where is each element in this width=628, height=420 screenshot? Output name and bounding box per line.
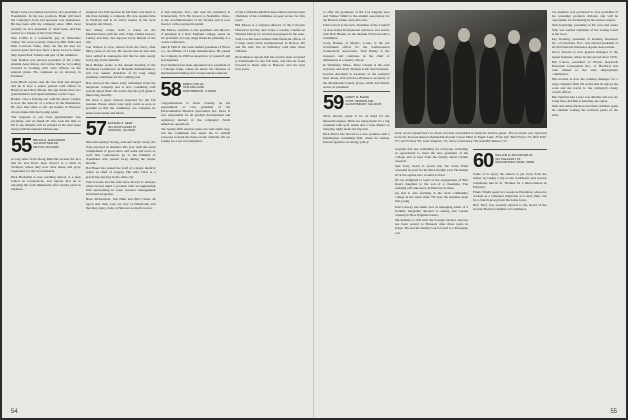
- class-year-number: 60: [473, 150, 494, 173]
- paragraph: Ray Keating, president of Keating Insurance Inc., of Charlotte, N.C., was elected president of the Professional Insurance Agents Association.: [551, 36, 618, 50]
- paragraph: Welcome spring! Strong, able and rarely weary, the class reported in numbers this year with the usual complement of good news and some sad news as well. Our condolences go to the families of classmates who passed away during the winter months.: [85, 140, 156, 166]
- divider: [86, 117, 156, 118]
- paragraph: at San Antonio, Tex., and took his residency at Schenectady, N.Y. He moved to Nashville, Tenn., as the recommendation of his faculty and is now director of the regional hospital.: [160, 10, 231, 27]
- paragraph: of the California Medical Association and has been chairman of the committee on peer review for five years.: [235, 10, 305, 23]
- paragraph: We have a great turnout expected for the fall reunion. Please return your reply cards as soon as possible so that the committee can complete its plans for housing and meals.: [85, 98, 156, 115]
- secretary-street: 331 PLEASANT ST.: [495, 156, 521, 161]
- right-page: [314, 2, 626, 418]
- secretary-name: BRUCE R. ALEXANDER: [33, 137, 66, 142]
- photo-caption: Some of the topnarchers in Texas recently assembled to stalk the elusive game. The occasion was reported to be the Second Annual Dallas/Dartmouth Goose Hunt to Eagle Lake. From left: Bob Finley '57, Bob Fehr '57, Joe Friend '58, John Simpson '55, Steve Greenburg '58, and Bill Watson '57.: [394, 131, 547, 144]
- class-heading-57: [85, 118, 156, 141]
- paragraph: Ben Sanborn has a new son. Mother and son are doing fine, and Ben is handing out cigars.: [551, 94, 618, 104]
- paragraph: Congratulations to Dave Cassidy on his appointment as vice president of the Environmental Medical Specialties Inc. Dave is now responsible for all product development and regulatory matters in the company's North American operations.: [160, 100, 231, 126]
- class-heading-55: [11, 134, 81, 157]
- paragraph: ing and is also teaching at the local community college in his spare time. He says the students keep him young.: [394, 191, 468, 204]
- paragraph: to offer the graduates of the Los Angeles area and Walker Smith to the alumni association for the Boston, Idaho, and ohio area.: [323, 10, 390, 23]
- divider: [161, 77, 231, 78]
- secretary-city: SUFFOLK, VA 23434: [108, 128, 136, 133]
- class-year-number: 55: [11, 134, 32, 157]
- paragraph: Joel Wilson is now retired from the Navy after thirty years of service. He reports that he and Ann have settled in Annapolis and that he sails nearly every day in the summer.: [85, 45, 156, 62]
- paragraph: Bill Gordon is now the training manager for a large computer firm. He writes that he enjoys the work and the travel to the company's many branch offices.: [551, 77, 618, 94]
- class-secretary-address: [345, 94, 381, 107]
- class-secretary-address: [495, 152, 534, 165]
- left-column-2: [86, 10, 156, 404]
- paragraph: Jim Morse, assistant to the president and director of planning at a New England college, spoke on the problems of long range financial planning at a recent conference.: [160, 27, 231, 45]
- paragraph: Paul Conway has taken over as managing editor of a monthly magazine devoted to sailing and coastal cruising in New England waters.: [394, 204, 468, 217]
- paragraph: Tom Coe has been named chief financial officer of a large retail chain headquartered in Boston. He and his wife live in Wellesley with their three children.: [235, 36, 305, 54]
- left-column-3: [161, 10, 231, 404]
- paragraph: Wes Coffin is a wonderful guy in Waterville Valley. We were recently visited by Bill Toms and Pam Corcoran Toms. They ran the ski area for several years and now have a place in town where they spend their winters and part of the summers.: [11, 35, 81, 57]
- class-secretary-address: [33, 137, 65, 150]
- paragraph: Barker, once a fencing star with the junior varsity, is now the director of a school in the Berkshires. He says that visits to his old haunts in Hanover always make him feel young again.: [11, 97, 81, 114]
- secretary-name: ECKMAN C. KEEP: [108, 121, 133, 126]
- secretary-city: MILTON, MA 02186: [33, 144, 59, 149]
- paragraph: The response to our class questionnaire was excellent, and we thank all who took the time to fill it out. Results will be printed in the next issue along with the updated address list.: [11, 114, 81, 132]
- secretary-city: WINCHESTER, MASS. 01890: [495, 160, 535, 165]
- paragraph: Les Guerber was promoted to vice president of the consumer products division and will be responsible for marketing in the eastern region.: [551, 10, 618, 23]
- paragraph: Hank Crebs was named executive vice president of Fountainist. In his new position, Hank will head the company's food and personal care businesses. He has been with the company since 1966, most recently as vice president of retail sales, and has served as a trustee of the Class Fund.: [11, 10, 81, 35]
- group-photo: [395, 10, 547, 128]
- paragraph: We are delighted to learn of the engagement of Bob Ross's daughter to the son of a classmate. The wedding will take place in Hanover in June.: [394, 177, 468, 191]
- paragraph: Craig Haines, of Mystic, Conn., is the job recruitment officer for the Southwestern Connecticut association. Stan Bailey is the treasurer and continues as the chief of admissions at a nearby school.: [323, 41, 390, 62]
- paragraph: Bob Terry was recently elected to the board of the Greater Boston Chamber of Commerce.: [473, 203, 547, 212]
- paragraph: John P. Hall Jr. has been named president of Howe Co., an affiliate of a large manufacturer. He joined the company in 1963 as supervisor of research and development.: [160, 45, 231, 62]
- secretary-street: 341 WHITTIER RD.: [33, 141, 59, 146]
- magazine-spread: [2, 2, 626, 418]
- left-column-1: [11, 10, 81, 404]
- paragraph: Dick Kettering, president of his own real estate firm, was named chairman of the zoning board in his town.: [551, 23, 618, 36]
- paragraph: Bill Colton, president of Baxter Reynolds Personnel Consultants Inc., of Hartford, has been named to the state employment commission.: [551, 59, 618, 77]
- paragraph: Nel Sibley writes from a cruise on the Mediterranean with his wife. They visited Greece, Turkey and Italy and enjoyed every minute of the trip.: [85, 27, 156, 45]
- paragraph: Dick Hunter spoke at the annual meeting of the Northeast Conference on Hospital Administration, and was named chairman of its long range planning committee for the coming year.: [85, 62, 156, 80]
- paragraph: Gordon Abraham is treasurer of the northern New Jersey club and Al LaFrenze is secretary of the Monmouth County group, while Ted Parker serves as president.: [323, 72, 390, 89]
- class-year-number: 57: [85, 118, 106, 141]
- divider: [323, 91, 390, 92]
- secretary-name: HARRY R. BLAKE: [345, 95, 370, 100]
- paragraph: Rocco Powers is now general manager of the Aspen Institute, where he has served since 1976.: [551, 50, 618, 59]
- right-columns-below-photo: [395, 147, 547, 404]
- class-heading-59: [323, 92, 390, 115]
- right-column-3: [473, 147, 547, 404]
- secretary-city: NORTHBROOK, IL 60062: [182, 88, 217, 93]
- class-year-number: 59: [323, 92, 344, 115]
- class-year-number: 58: [160, 78, 181, 101]
- page-number: 55: [610, 409, 617, 415]
- paragraph: In Wellesley, Mass., Dave Chapin is the club secretary and Andy Thomas is the club treasurer.: [323, 62, 390, 72]
- paragraph: Tom Lacoste and his wife have moved to Arizona where he has taken a position with an engineering firm specializing in water resource management and desert irrigation.: [85, 179, 156, 197]
- secretary-street: 7843 ASH LANE: [182, 85, 205, 90]
- paragraph: Hal Bauer has joined the staff of a major medical center as chief of surgery. His wife Carol is a practicing attorney in the same city.: [85, 166, 156, 179]
- paragraph: Dick Beckwith is now teaching history at a prep school in Connecticut, and reports that he is enjoying the work immensely after twenty years in business.: [11, 174, 81, 192]
- page-number: 54: [11, 409, 18, 415]
- paragraph: And Jerry Grant is proud that the Class Fund exceeded its goal for the third straight year. He thanks all of the agents who worked so hard.: [394, 164, 468, 177]
- class-secretary-address: [183, 81, 216, 94]
- right-column-2: [395, 147, 469, 404]
- paragraph: Stan Vanbuck has been appointed vice president of a Chicago bank, where he heads the division of international lending and correspondent relations.: [160, 62, 231, 76]
- paragraph: Frank Vittelli spent two weeks in Honduras, where he worked as a volunteer physician at a rural clinic run by a church group from his home town.: [473, 189, 547, 203]
- paragraph: Our twenty-fifth reunion plans are well under way, and the committee has asked me to remind everyone to mark the dates on the calendar. We are hoping for a record attendance.: [160, 126, 231, 144]
- paragraph: Dick Pierce has moved to a new position with a Washington consulting firm, where he advises federal agencies on energy policy.: [323, 132, 390, 145]
- paragraph: A long letter from Doug Melville reveals the fact that he and Doris have moved to a farm in Vermont, where they now raise sheep and grow vegetables for the local markets.: [11, 156, 81, 174]
- left-page: [2, 2, 314, 418]
- paragraph: Dave McDermott, Jim Hunt and Phil Clarke all report that their sons are now at Dartmouth and that they enjoy visits to Hanover as much as ever.: [85, 197, 156, 210]
- paragraph: Some of us enjoy the chance to get away from the winter by taking a trip to the Caribbean, and several classmates met in St. Thomas for a mini-reunion in February.: [473, 172, 547, 189]
- secretary-street: 301 SOUTH MAIN ST.: [108, 124, 137, 129]
- divider: [11, 133, 81, 134]
- class-heading-60: [473, 150, 547, 173]
- paragraph: Tom Kanick was elected president of the Colby Alumni Association, and writes that he is looking forward to working with class officers on the reunion plans. He continues as an attorney in Portland.: [11, 57, 81, 79]
- paragraph: John Carroll is the new chairman of the Council of Associated Professional Advisors and serves with Bob Hunter on the Alumni Fund executive committee.: [323, 23, 390, 40]
- paragraph: Jim Kinsley is still with the Foreign Service and has just been posted to Brussels after three years in Tokyo. He and his family look forward to a European tour.: [394, 218, 468, 235]
- photo-block: [395, 10, 547, 404]
- secretary-name: FRED LYON JR.: [182, 81, 205, 86]
- paragraph: We're already ready to be on hand for the fifteenth reunion. Plans are being made for a big weekend with golf, tennis and a class dinner on Saturday night under the big tent.: [323, 114, 390, 131]
- secretary-street: 73 MT. VERNON AVE.: [345, 98, 375, 103]
- secretary-city: GLASTONBURY, MA 01935: [345, 102, 382, 107]
- class-heading-58: [160, 78, 231, 101]
- secretary-name: WILLIAM H. MCCARTER JR.: [495, 153, 534, 158]
- left-column-4: [235, 10, 305, 404]
- paragraph: John Bloch reports that his law firm has merged and he is now a senior partner with offices in Hartford and New Haven. He and Sarah have two grandchildren and spend summers on the Cape.: [11, 79, 81, 96]
- paragraph: Bob Atwood has taken early retirement from the telephone company and is now consulting with several small firms. He writes that his golf game is improving steadily.: [85, 80, 156, 97]
- paragraph: resigned last July because he felt there was more to life than running a company. He now spends time in Vermont and is an active trustee of the local hospital and library.: [85, 10, 156, 27]
- right-column-1: [323, 10, 390, 404]
- right-column-4: [552, 10, 619, 404]
- paragraph: Rick Ralston reports that his son has been accepted to Dartmouth for the fall term, and that he looks forward to many trips to Hanover over the next four years.: [235, 54, 305, 72]
- class-secretary-address: [108, 120, 137, 133]
- divider: [473, 149, 547, 150]
- paragraph: Bill Moore is a regional director of the Colorado Historical Society and writes a weekly column on Western history for several newspapers in the state.: [235, 23, 305, 36]
- paragraph: Dick and Alina Davison and their children spent the summer touring the national parks of the West.: [551, 104, 618, 117]
- paragraph: program that has something for everyone, including an opportunity to meet the new president of the College and to hear from the faculty about current research.: [394, 146, 468, 164]
